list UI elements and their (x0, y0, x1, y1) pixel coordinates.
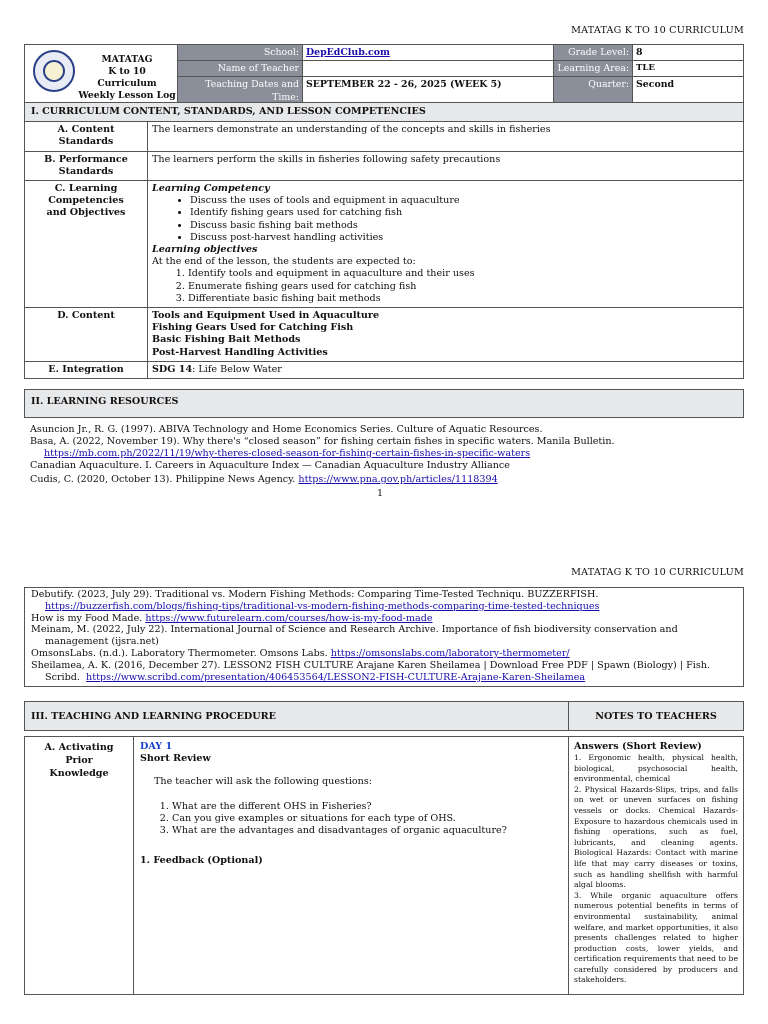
resources-list (30, 424, 742, 486)
questions-list (140, 801, 562, 837)
area-value: TLE (633, 61, 744, 77)
competencies-content (148, 181, 744, 308)
reference-item: management (ijsra.net) (45, 636, 159, 648)
notes-heading: NOTES TO TEACHERS (569, 702, 744, 731)
list-item: • Identify fishing gears used for catching fish (190, 207, 739, 219)
reference-link[interactable]: https://www.pna.gov.ph/articles/1118394 (298, 474, 498, 485)
reference-item: Debutify. (2023, July 29). Traditional vs. Modern Fishing Methods: Comparing Time-Tested Techniqu. BUZZERFISH. (31, 589, 599, 600)
list-item: 1. What are the different OHS in Fisheries? (172, 801, 562, 813)
short-review-heading: Short Review (140, 753, 211, 764)
list-item: • Discuss the uses of tools and equipment in aquaculture (190, 195, 739, 207)
teacher-value (303, 61, 554, 77)
performance-standards-label: B. Performance Standards (25, 151, 148, 180)
lesson-log-header (24, 44, 744, 106)
dates-value: SEPTEMBER 22 - 26, 2025 (WEEK 5) (303, 77, 554, 106)
reference-item: OmsonsLabs. (n.d.). Laboratory Thermometer. Omsons Labs. https://omsonslabs.com/laboratory-thermometer/ (31, 647, 570, 659)
reference-link[interactable]: https://omsonslabs.com/laboratory-thermometer/ (330, 647, 570, 659)
list-item: • Discuss basic fishing bait methods (190, 220, 739, 232)
objectives-heading: Learning objectives (152, 244, 258, 256)
resources-heading: II. LEARNING RESOURCES (24, 389, 744, 418)
feedback-heading: 1. Feedback (Optional) (140, 855, 263, 866)
section-curriculum (24, 102, 744, 379)
deped-seal-icon (33, 50, 75, 92)
note-item: 1. Ergonomic health, physical health, biological, psychosocial health, environmental, chemical (574, 753, 738, 784)
list-item: • Discuss post-harvest handling activities (190, 232, 739, 244)
reference-item: Asuncion Jr., R. G. (1997). ABIVA Technology and Home Economics Series. Culture of Aquatic Resources. (30, 424, 543, 435)
reference-item: Basa, A. (2022, November 19). Why there's “closed season” for fishing certain fishes in specific waters. Manila Bulletin. (30, 436, 615, 447)
section-teaching-procedure (24, 701, 744, 995)
school-label: School: (178, 45, 303, 61)
grade-label: Grade Level: (554, 45, 633, 61)
reference-link[interactable]: https://mb.com.ph/2022/11/19/why-theres-closed-season-for-fishing-certain-fishes-in-specific-waters (44, 448, 531, 459)
notes-title: Answers (Short Review) (574, 741, 702, 752)
area-label: Learning Area: (554, 61, 633, 77)
list-item: 3. Differentiate basic fishing bait methods (188, 293, 739, 305)
running-header-page2: MATATAG K TO 10 CURRICULUM (571, 567, 744, 578)
reference-link[interactable]: https://www.futurelearn.com/courses/how-is-my-food-made (145, 612, 433, 624)
content-topics: Tools and Equipment Used in Aquaculture Fishing Gears Used for Catching Fish Basic Fishing Bait Methods Post-Harvest Handling Activities (148, 308, 744, 362)
reference-item: Meinam, M. (2022, July 22). International Journal of Science and Research Archive. Importance of fish biodiversity conservation and (31, 624, 678, 636)
list-item: 2. Enumerate fishing gears used for catching fish (188, 281, 739, 293)
dates-label: Teaching Dates and Time: (178, 77, 303, 106)
reference-item: Cudis, C. (2020, October 13). Philippine News Agency. https://www.pna.gov.ph/articles/1118394 (30, 474, 498, 485)
section-3-heading: III. TEACHING AND LEARNING PROCEDURE (25, 702, 569, 731)
list-item: 2. Can you give examples or situations for each type of OHS. (172, 813, 562, 825)
reference-link[interactable]: https://buzzerfish.com/blogs/fishing-tips/traditional-vs-modern-fishing-methods-comparing-time-tested-techniques (45, 600, 600, 612)
objectives-intro: At the end of the lesson, the students are expected to: (152, 256, 416, 268)
activating-label: A. Activating Prior Knowledge (25, 737, 134, 995)
teacher-label: Name of Teacher (178, 61, 303, 77)
reference-item: Scribd. https://www.scribd.com/presentation/406453564/LESSON2-FISH-CULTURE-Arajane-Karen-Sheilamea (45, 671, 586, 683)
note-item: 3. While organic aquaculture offers numerous potential benefits in terms of environmental sustainability, animal welfare, and market opportunities, it also presents challenges related to higher production costs, lower yields, and certification requirements that need to be carefully considered by producers and stakeholders. (574, 890, 738, 985)
competencies-label: C. Learning Competencies and Objectives (25, 181, 148, 308)
day-label: DAY 1 (140, 741, 173, 752)
performance-standards-text: The learners perform the skills in fisheries following safety precautions (148, 151, 744, 180)
reference-link[interactable]: https://www.scribd.com/presentation/406453564/LESSON2-FISH-CULTURE-Arajane-Karen-Sheilamea (86, 671, 586, 683)
list-item: 3. What are the advantages and disadvantages of organic aquaculture? (172, 825, 562, 837)
list-item: 1. Identify tools and equipment in aquaculture and their uses (188, 268, 739, 280)
section-1-heading: I. CURRICULUM CONTENT, STANDARDS, AND LESSON COMPETENCIES (25, 103, 744, 122)
header-title: MATATAG K to 10 Curriculum Weekly Lesson Log (78, 54, 176, 101)
content-standards-label: A. Content Standards (25, 122, 148, 151)
school-value[interactable]: DepEdClub.com (303, 45, 554, 61)
note-item: 2. Physical Hazards-Slips, trips, and falls on wet or uneven surfaces on fishing vessels or docks. Chemical Hazards-Exposure to hazardous chemicals used in fishing operations, such as fuel, lubricants, and cleaning agents. Biological Hazards: Contact with marine life that may carry diseases or toxins, such as handling shellfish with harmful algal blooms. (574, 784, 738, 890)
activating-content (134, 737, 569, 995)
reference-item: Canadian Aquaculture. I. Careers in Aquaculture Index — Canadian Aquaculture Industry Alliance (30, 460, 510, 471)
quarter-label: Quarter: (554, 77, 633, 106)
questions-intro: The teacher will ask the following questions: (154, 776, 373, 787)
logo-cell (25, 45, 178, 106)
competency-list (152, 195, 739, 244)
quarter-value: Second (633, 77, 744, 106)
notes-content (569, 737, 744, 995)
competency-heading: Learning Competency (152, 183, 270, 195)
reference-item: How is my Food Made. https://www.futurelearn.com/courses/how-is-my-food-made (31, 612, 433, 624)
integration-text: SDG 14: Life Below Water (148, 361, 744, 378)
page-number: 1 (377, 488, 384, 499)
integration-label: E. Integration (25, 361, 148, 378)
objectives-list (152, 268, 739, 305)
grade-value: 8 (633, 45, 744, 61)
content-label: D. Content (25, 308, 148, 362)
content-standards-text: The learners demonstrate an understanding of the concepts and skills in fisheries (148, 122, 744, 151)
reference-item: Sheilamea, A. K. (2016, December 27). LESSON2 FISH CULTURE Arajane Karen Sheilamea | Download Free PDF | Spawn (Biology) | Fish. (31, 659, 711, 671)
resources-continued (24, 587, 744, 687)
running-header: MATATAG K TO 10 CURRICULUM (571, 25, 744, 36)
